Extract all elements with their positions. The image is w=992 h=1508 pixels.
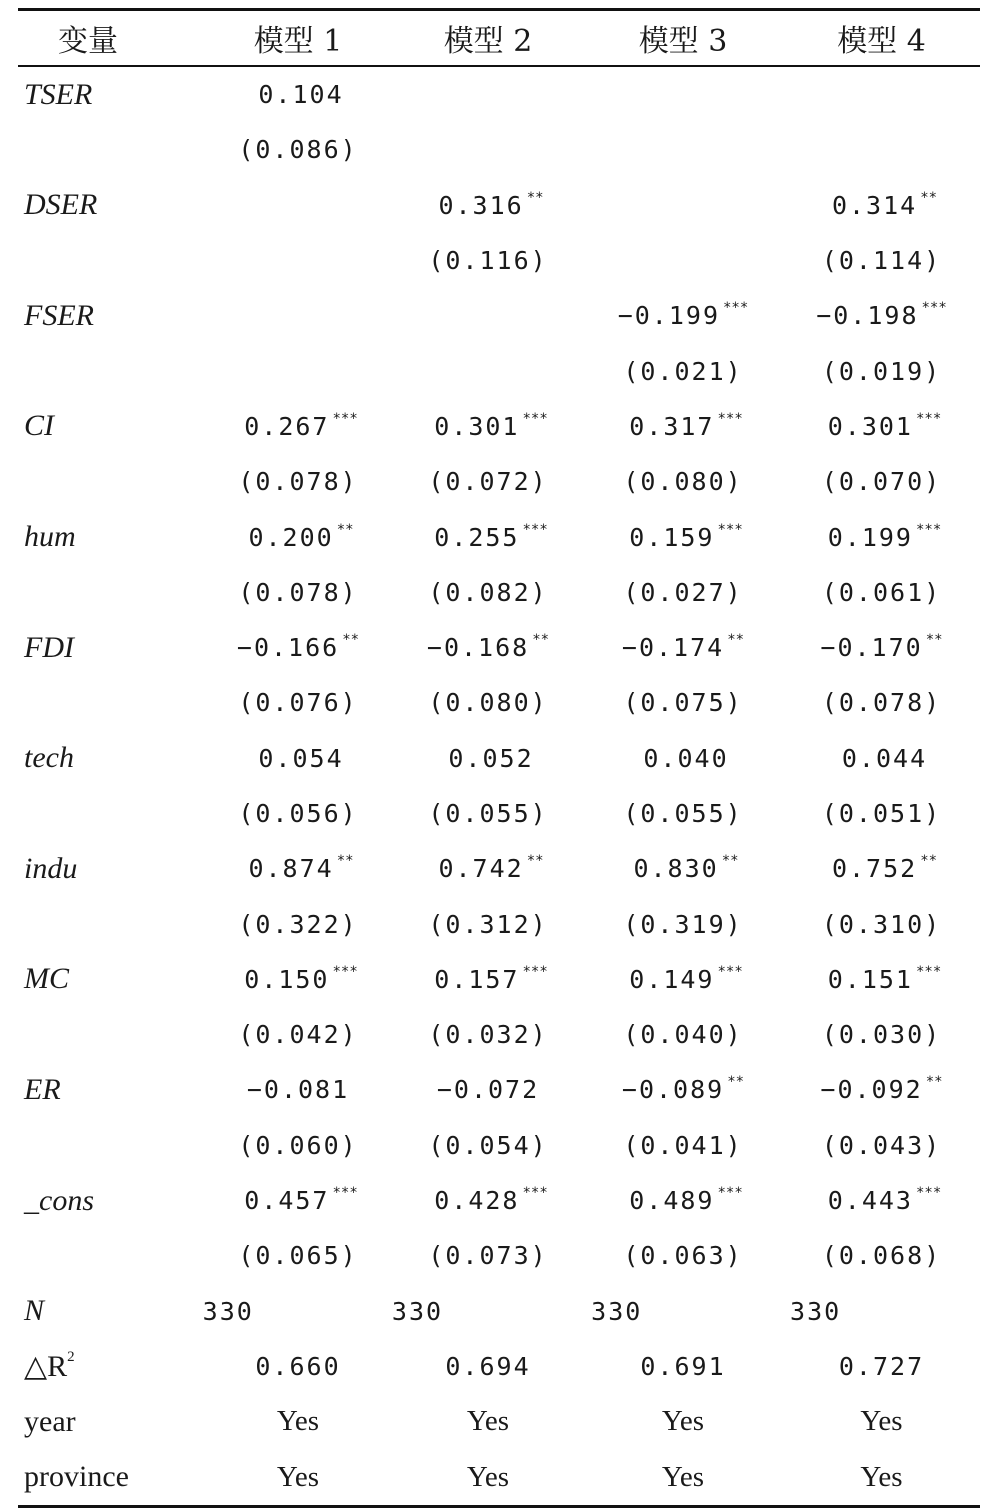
coef-wrap bbox=[820, 1075, 942, 1104]
table-row-coef bbox=[18, 67, 980, 122]
significance-stars: *** bbox=[915, 410, 942, 427]
table-body bbox=[18, 67, 980, 1284]
std-error-cell: (0.040) bbox=[623, 1020, 743, 1050]
table-row-coef bbox=[18, 731, 980, 786]
coef-wrap bbox=[247, 1075, 349, 1104]
coef-value: 0.830 bbox=[633, 854, 719, 884]
significance-stars: ** bbox=[727, 1074, 745, 1091]
coef-cell bbox=[583, 1075, 783, 1104]
table-row-coef bbox=[18, 841, 980, 896]
province-value: Yes bbox=[466, 1460, 510, 1493]
table-header-row bbox=[18, 11, 980, 65]
coef-value: 0.151 bbox=[827, 964, 913, 994]
header-model-3: 模型 3 bbox=[638, 24, 728, 59]
year-value: Yes bbox=[466, 1405, 510, 1438]
significance-stars: *** bbox=[332, 963, 358, 980]
coef-cell bbox=[783, 744, 980, 773]
table-row-coef bbox=[18, 509, 980, 564]
coef-wrap bbox=[448, 744, 533, 773]
std-error-cell: (0.114) bbox=[821, 246, 942, 276]
std-error-cell: (0.078) bbox=[238, 467, 358, 497]
std-error-cell: (0.051) bbox=[821, 799, 942, 828]
coef-cell bbox=[783, 965, 980, 994]
table-row-year bbox=[18, 1394, 980, 1449]
significance-stars: *** bbox=[717, 410, 743, 427]
r2-value: 0.694 bbox=[445, 1351, 531, 1381]
std-error-cell: (0.054) bbox=[428, 1130, 548, 1160]
coef-value: −0.198 bbox=[816, 301, 919, 331]
coef-wrap bbox=[828, 523, 942, 552]
coef-cell bbox=[393, 412, 583, 441]
std-error-cell: (0.086) bbox=[238, 135, 358, 165]
significance-stars: *** bbox=[717, 963, 743, 980]
coef-cell bbox=[583, 1186, 783, 1215]
coef-value: 0.255 bbox=[434, 522, 520, 552]
table-row-n bbox=[18, 1284, 980, 1339]
coef-value: 0.267 bbox=[244, 411, 330, 441]
std-error-cell: (0.082) bbox=[428, 577, 548, 607]
coef-cell bbox=[393, 1075, 583, 1104]
coef-value: 0.104 bbox=[258, 80, 344, 110]
row-label: tech bbox=[24, 741, 74, 775]
coef-wrap bbox=[434, 965, 548, 994]
table-row-se bbox=[18, 233, 980, 288]
row-label: year bbox=[24, 1404, 76, 1438]
coef-wrap bbox=[622, 1075, 744, 1104]
significance-stars: *** bbox=[921, 300, 947, 317]
significance-stars: *** bbox=[717, 1185, 743, 1202]
std-error-cell: (0.056) bbox=[238, 799, 358, 828]
coef-cell bbox=[783, 1186, 980, 1215]
r2-superscript: 2 bbox=[67, 1348, 75, 1365]
coef-value: 0.054 bbox=[258, 743, 344, 773]
std-error-cell: (0.072) bbox=[428, 467, 548, 497]
std-error-cell: (0.312) bbox=[428, 909, 548, 939]
coef-cell bbox=[583, 854, 783, 883]
coef-cell bbox=[783, 412, 980, 441]
year-value: Yes bbox=[860, 1405, 903, 1438]
coef-cell bbox=[203, 523, 393, 552]
coef-cell bbox=[783, 301, 980, 330]
coef-wrap bbox=[643, 744, 728, 773]
std-error-cell: (0.080) bbox=[428, 688, 548, 718]
coef-wrap bbox=[437, 1075, 539, 1104]
std-error-cell: (0.322) bbox=[238, 909, 358, 939]
coef-wrap bbox=[618, 301, 749, 330]
table-row-se bbox=[18, 1118, 980, 1173]
row-label: hum bbox=[24, 520, 76, 554]
coef-cell bbox=[783, 523, 980, 552]
coef-cell bbox=[583, 965, 783, 994]
std-error-cell: (0.073) bbox=[428, 1241, 548, 1271]
std-error-cell: (0.055) bbox=[623, 799, 743, 828]
coef-cell bbox=[393, 854, 583, 883]
table-row-province bbox=[18, 1449, 980, 1504]
coef-wrap bbox=[258, 744, 343, 773]
coef-wrap bbox=[244, 1186, 358, 1215]
coef-cell bbox=[583, 523, 783, 552]
coef-wrap bbox=[258, 80, 343, 109]
coef-wrap bbox=[244, 412, 358, 441]
std-error-cell: (0.030) bbox=[821, 1020, 942, 1050]
coef-wrap bbox=[244, 965, 358, 994]
header-model-1: 模型 1 bbox=[253, 24, 343, 59]
coef-wrap bbox=[633, 854, 738, 883]
significance-stars: ** bbox=[925, 632, 943, 649]
table-row-se bbox=[18, 786, 980, 841]
coef-cell bbox=[393, 191, 583, 220]
table-row-se bbox=[18, 343, 980, 398]
coef-cell bbox=[203, 744, 393, 773]
coef-value: −0.168 bbox=[426, 633, 530, 663]
coef-cell bbox=[783, 633, 980, 662]
coef-cell bbox=[393, 744, 583, 773]
coef-wrap bbox=[828, 412, 942, 441]
row-label: indu bbox=[24, 851, 78, 885]
std-error-cell: (0.027) bbox=[623, 577, 743, 607]
coef-wrap bbox=[828, 965, 942, 994]
year-value: Yes bbox=[276, 1405, 320, 1438]
std-error-cell: (0.070) bbox=[821, 467, 942, 497]
coef-value: 0.199 bbox=[827, 522, 913, 552]
coef-value: 0.157 bbox=[434, 964, 520, 994]
table-row-coef bbox=[18, 1062, 980, 1117]
coef-wrap bbox=[622, 633, 744, 662]
province-value: Yes bbox=[276, 1460, 320, 1493]
coef-value: 0.040 bbox=[643, 743, 729, 773]
std-error-cell: (0.042) bbox=[238, 1020, 358, 1050]
significance-stars: *** bbox=[915, 963, 942, 980]
coef-value: −0.081 bbox=[246, 1075, 350, 1105]
coef-cell bbox=[203, 1075, 393, 1104]
coef-wrap bbox=[438, 191, 543, 220]
n-value: 330 bbox=[202, 1296, 254, 1326]
significance-stars: ** bbox=[727, 632, 745, 649]
coef-value: −0.166 bbox=[236, 633, 340, 663]
coef-value: −0.174 bbox=[621, 633, 725, 663]
row-label: N bbox=[24, 1294, 45, 1328]
coef-cell bbox=[583, 633, 783, 662]
coef-wrap bbox=[832, 854, 937, 883]
coef-value: 0.428 bbox=[434, 1186, 520, 1216]
regression-table bbox=[18, 8, 980, 1508]
std-error-cell: (0.065) bbox=[238, 1241, 358, 1271]
std-error-cell: (0.061) bbox=[821, 577, 942, 607]
coef-cell bbox=[203, 854, 393, 883]
coef-wrap bbox=[248, 523, 353, 552]
coef-wrap bbox=[629, 1186, 743, 1215]
coef-value: 0.742 bbox=[438, 854, 524, 884]
table-row-coef bbox=[18, 1173, 980, 1228]
r2-label: △R bbox=[24, 1349, 68, 1383]
coef-value: 0.301 bbox=[827, 411, 913, 441]
row-label: TSER bbox=[24, 77, 93, 111]
header-model-2: 模型 2 bbox=[443, 24, 533, 59]
table-row-se bbox=[18, 1007, 980, 1062]
row-label: province bbox=[24, 1460, 129, 1494]
significance-stars: ** bbox=[526, 189, 544, 206]
std-error-cell: (0.019) bbox=[821, 356, 942, 386]
coef-cell bbox=[393, 965, 583, 994]
coef-wrap bbox=[434, 523, 548, 552]
std-error-cell: (0.068) bbox=[821, 1241, 942, 1271]
row-label: MC bbox=[24, 962, 69, 996]
coef-wrap bbox=[438, 854, 543, 883]
coef-value: 0.443 bbox=[827, 1186, 913, 1216]
significance-stars: ** bbox=[920, 853, 938, 870]
coef-value: 0.874 bbox=[248, 854, 334, 884]
coef-wrap bbox=[434, 1186, 548, 1215]
coef-value: 0.457 bbox=[244, 1186, 330, 1216]
coef-value: −0.089 bbox=[621, 1075, 725, 1105]
significance-stars: *** bbox=[717, 521, 743, 538]
table-row-se bbox=[18, 675, 980, 730]
std-error-cell: (0.055) bbox=[428, 799, 548, 828]
std-error-cell: (0.076) bbox=[238, 688, 358, 718]
coef-cell bbox=[203, 633, 393, 662]
coef-value: 0.489 bbox=[629, 1186, 715, 1216]
coef-value: 0.159 bbox=[629, 522, 715, 552]
significance-stars: ** bbox=[336, 521, 354, 538]
std-error-cell: (0.310) bbox=[821, 909, 942, 939]
coef-wrap bbox=[816, 301, 947, 330]
std-error-cell: (0.041) bbox=[623, 1130, 743, 1160]
coef-cell bbox=[583, 412, 783, 441]
r2-value: 0.691 bbox=[640, 1351, 726, 1381]
coef-value: 0.200 bbox=[248, 522, 334, 552]
coef-wrap bbox=[434, 412, 548, 441]
coef-wrap bbox=[427, 633, 549, 662]
table-row-coef bbox=[18, 620, 980, 675]
coef-wrap bbox=[820, 633, 942, 662]
coef-value: 0.044 bbox=[841, 743, 928, 773]
coef-wrap bbox=[248, 854, 353, 883]
significance-stars: *** bbox=[522, 521, 548, 538]
header-variable: 变量 bbox=[58, 24, 118, 59]
coef-wrap bbox=[832, 191, 937, 220]
coef-cell bbox=[393, 523, 583, 552]
coef-wrap bbox=[237, 633, 359, 662]
table-row-coef bbox=[18, 399, 980, 454]
coef-value: −0.199 bbox=[617, 301, 720, 331]
std-error-cell: (0.032) bbox=[428, 1020, 548, 1050]
coef-cell bbox=[783, 1075, 980, 1104]
table-bottom-rule bbox=[18, 1505, 980, 1508]
row-label: FSER bbox=[24, 298, 94, 332]
coef-wrap bbox=[828, 1186, 942, 1215]
province-value: Yes bbox=[860, 1460, 903, 1493]
coef-wrap bbox=[629, 523, 743, 552]
significance-stars: *** bbox=[522, 963, 548, 980]
significance-stars: ** bbox=[336, 853, 354, 870]
significance-stars: ** bbox=[532, 632, 550, 649]
std-error-cell: (0.021) bbox=[623, 356, 743, 386]
table-row-se bbox=[18, 896, 980, 951]
significance-stars: *** bbox=[915, 1185, 942, 1202]
row-label: _cons bbox=[24, 1183, 94, 1217]
coef-cell bbox=[203, 965, 393, 994]
table-row-r2 bbox=[18, 1339, 980, 1394]
coef-cell bbox=[203, 1186, 393, 1215]
coef-value: 0.150 bbox=[244, 964, 330, 994]
coef-cell bbox=[393, 1186, 583, 1215]
n-value: 330 bbox=[591, 1296, 643, 1326]
significance-stars: *** bbox=[723, 300, 749, 317]
significance-stars: ** bbox=[526, 853, 544, 870]
coef-cell bbox=[203, 80, 393, 109]
std-error-cell: (0.078) bbox=[821, 688, 942, 718]
significance-stars: *** bbox=[332, 410, 358, 427]
coef-cell bbox=[203, 412, 393, 441]
significance-stars: ** bbox=[925, 1074, 943, 1091]
significance-stars: *** bbox=[522, 410, 548, 427]
header-model-4: 模型 4 bbox=[837, 24, 926, 59]
coef-cell bbox=[783, 191, 980, 220]
std-error-cell: (0.075) bbox=[623, 688, 743, 718]
std-error-cell: (0.043) bbox=[821, 1130, 942, 1160]
std-error-cell: (0.060) bbox=[238, 1130, 358, 1160]
significance-stars: *** bbox=[915, 521, 942, 538]
row-label: DSER bbox=[24, 188, 98, 222]
row-label bbox=[18, 1349, 203, 1384]
std-error-cell: (0.319) bbox=[623, 909, 743, 939]
coef-cell bbox=[583, 744, 783, 773]
std-error-cell: (0.078) bbox=[238, 577, 358, 607]
coef-cell bbox=[783, 854, 980, 883]
year-value: Yes bbox=[661, 1405, 705, 1438]
r2-value: 0.727 bbox=[838, 1351, 925, 1381]
coef-value: 0.301 bbox=[434, 411, 520, 441]
coef-value: 0.316 bbox=[438, 190, 524, 220]
table-row-coef bbox=[18, 178, 980, 233]
std-error-cell: (0.063) bbox=[623, 1241, 743, 1271]
coef-value: −0.092 bbox=[820, 1075, 923, 1105]
province-value: Yes bbox=[661, 1460, 705, 1493]
coef-value: 0.052 bbox=[448, 743, 534, 773]
std-error-cell: (0.116) bbox=[428, 246, 548, 276]
row-label: CI bbox=[24, 409, 54, 443]
coef-value: 0.149 bbox=[629, 964, 715, 994]
coef-value: 0.752 bbox=[831, 854, 918, 884]
r2-value: 0.660 bbox=[255, 1351, 341, 1381]
coef-wrap bbox=[629, 412, 743, 441]
coef-value: 0.317 bbox=[629, 411, 715, 441]
n-value: 330 bbox=[391, 1296, 444, 1326]
coef-cell bbox=[393, 633, 583, 662]
significance-stars: *** bbox=[332, 1185, 358, 1202]
coef-wrap bbox=[629, 965, 743, 994]
n-value: 330 bbox=[790, 1296, 842, 1326]
table-row-se bbox=[18, 565, 980, 620]
significance-stars: *** bbox=[522, 1185, 548, 1202]
coef-wrap bbox=[842, 744, 927, 773]
coef-value: −0.072 bbox=[436, 1075, 540, 1105]
significance-stars: ** bbox=[721, 853, 739, 870]
table-row-se bbox=[18, 454, 980, 509]
table-row-coef bbox=[18, 288, 980, 343]
row-label: FDI bbox=[24, 630, 74, 664]
significance-stars: ** bbox=[342, 632, 360, 649]
coef-cell bbox=[583, 301, 783, 330]
table-row-coef bbox=[18, 952, 980, 1007]
coef-value: 0.314 bbox=[831, 190, 918, 220]
significance-stars: ** bbox=[920, 189, 938, 206]
table-row-se bbox=[18, 122, 980, 177]
coef-value: −0.170 bbox=[820, 633, 923, 663]
std-error-cell: (0.080) bbox=[623, 467, 743, 497]
table-row-se bbox=[18, 1228, 980, 1283]
row-label: ER bbox=[24, 1072, 61, 1106]
